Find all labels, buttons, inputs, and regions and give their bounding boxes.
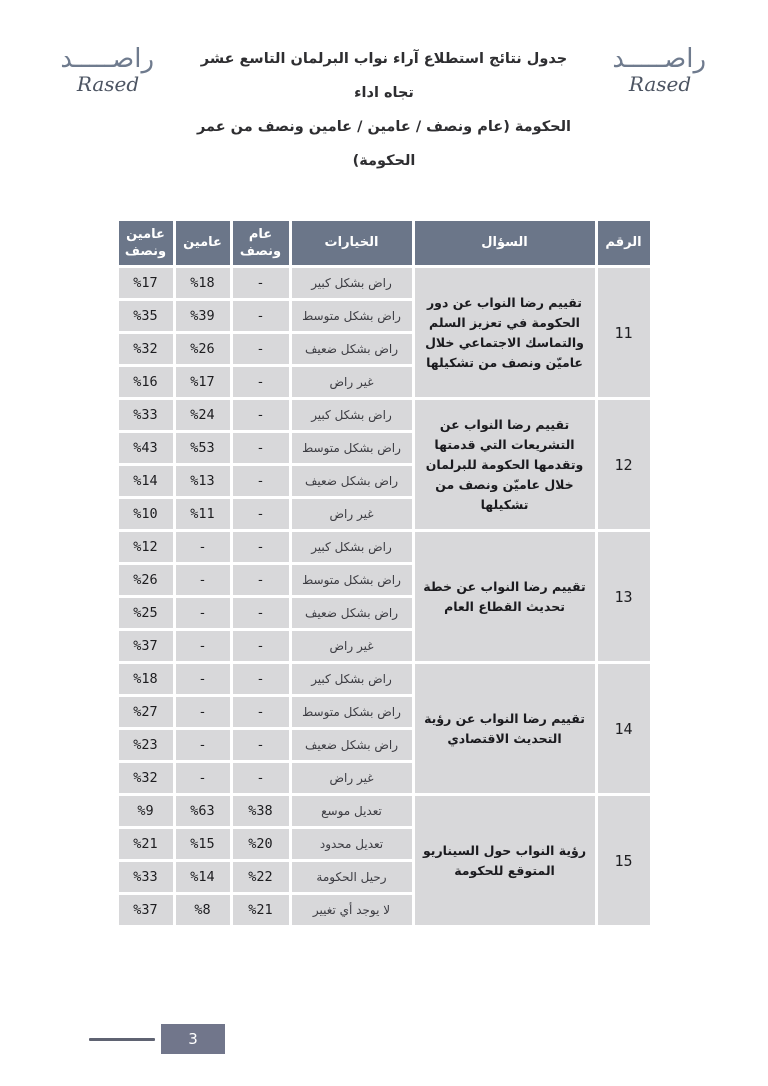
value-2-5y: %43	[119, 433, 173, 463]
value-2y: -	[176, 565, 230, 595]
document-title-line2: الحكومة (عام ونصف / عامين / عامين ونصف من عمر الحكومة)	[196, 119, 572, 170]
value-2y: %17	[176, 367, 230, 397]
question-number: 13	[598, 532, 650, 661]
header-two-years: عامين	[176, 221, 230, 265]
value-2y: %39	[176, 301, 230, 331]
value-2-5y: %37	[119, 631, 173, 661]
brand-arabic-wordmark: راصـــــد	[60, 44, 154, 74]
value-2-5y: %12	[119, 532, 173, 562]
header-one-and-half-years: عام ونصف	[233, 221, 289, 265]
value-1-5y: %38	[233, 796, 289, 826]
value-1-5y: -	[233, 664, 289, 694]
value-1-5y: -	[233, 466, 289, 496]
value-2y: %53	[176, 433, 230, 463]
value-2-5y: %27	[119, 697, 173, 727]
table-row	[119, 400, 650, 430]
question-number: 15	[598, 796, 650, 925]
value-2y: %63	[176, 796, 230, 826]
value-2y: -	[176, 763, 230, 793]
option-label: راض بشكل كبير	[292, 664, 412, 694]
value-2-5y: %33	[119, 862, 173, 892]
value-2y: -	[176, 532, 230, 562]
value-1-5y: -	[233, 433, 289, 463]
value-2-5y: %14	[119, 466, 173, 496]
value-2y: -	[176, 631, 230, 661]
option-label: غير راض	[292, 499, 412, 529]
value-1-5y: -	[233, 598, 289, 628]
value-2-5y: %16	[119, 367, 173, 397]
table-header-row	[119, 221, 650, 265]
value-2-5y: %23	[119, 730, 173, 760]
value-2y: -	[176, 730, 230, 760]
page-number-badge: 3	[161, 1024, 225, 1054]
option-label: تعديل محدود	[292, 829, 412, 859]
document-title-line1: جدول نتائج استطلاع آراء نواب البرلمان التاسع عشر تجاه اداء	[200, 51, 568, 102]
value-2-5y: %17	[119, 268, 173, 298]
value-1-5y: -	[233, 268, 289, 298]
value-1-5y: -	[233, 334, 289, 364]
value-1-5y: -	[233, 730, 289, 760]
question-text: تقييم رضا النواب عن خطة تحديث القطاع العام	[415, 532, 595, 661]
document-title	[184, 42, 584, 178]
option-label: راض بشكل متوسط	[292, 697, 412, 727]
value-2y: %15	[176, 829, 230, 859]
option-label: راض بشكل متوسط	[292, 433, 412, 463]
option-label: تعديل موسع	[292, 796, 412, 826]
option-label: غير راض	[292, 631, 412, 661]
value-2-5y: %10	[119, 499, 173, 529]
value-1-5y: %22	[233, 862, 289, 892]
value-2-5y: %26	[119, 565, 173, 595]
page-header	[0, 0, 768, 178]
value-2y: %18	[176, 268, 230, 298]
brand-latin-wordmark: Rased	[76, 72, 140, 96]
value-1-5y: -	[233, 565, 289, 595]
brand-latin-wordmark: Rased	[628, 72, 692, 96]
value-2-5y: %25	[119, 598, 173, 628]
value-1-5y: %21	[233, 895, 289, 925]
table-row	[119, 532, 650, 562]
value-2-5y: %33	[119, 400, 173, 430]
question-text: تقييم رضا النواب عن رؤية التحديث الاقتصادي	[415, 664, 595, 793]
table-header	[119, 221, 650, 265]
value-2y: -	[176, 598, 230, 628]
value-2y: -	[176, 697, 230, 727]
value-2y: -	[176, 664, 230, 694]
value-1-5y: -	[233, 367, 289, 397]
value-2-5y: %32	[119, 334, 173, 364]
option-label: راض بشكل ضعيف	[292, 598, 412, 628]
option-label: غير راض	[292, 367, 412, 397]
question-number: 11	[598, 268, 650, 397]
header-two-and-half-years: عامين ونصف	[119, 221, 173, 265]
value-2-5y: %18	[119, 664, 173, 694]
value-2y: %13	[176, 466, 230, 496]
value-1-5y: -	[233, 697, 289, 727]
table-row	[119, 664, 650, 694]
footer-rule	[89, 1038, 155, 1041]
value-1-5y: -	[233, 763, 289, 793]
survey-results-table	[116, 218, 653, 928]
value-1-5y: %20	[233, 829, 289, 859]
value-2-5y: %21	[119, 829, 173, 859]
value-1-5y: -	[233, 400, 289, 430]
value-2y: %8	[176, 895, 230, 925]
value-2-5y: %35	[119, 301, 173, 331]
question-text: تقييم رضا النواب عن التشريعات التي قدمتها وتقدمها الحكومة للبرلمان خلال عاميّن ونصف من تشكيلها	[415, 400, 595, 529]
value-1-5y: -	[233, 532, 289, 562]
brand-logo-left	[62, 46, 154, 96]
option-label: راض بشكل ضعيف	[292, 466, 412, 496]
table-row	[119, 796, 650, 826]
value-2y: %14	[176, 862, 230, 892]
brand-logo-right	[614, 46, 706, 96]
option-label: راض بشكل متوسط	[292, 301, 412, 331]
option-label: راض بشكل كبير	[292, 532, 412, 562]
value-1-5y: -	[233, 631, 289, 661]
option-label: راض بشكل كبير	[292, 400, 412, 430]
value-2-5y: %32	[119, 763, 173, 793]
table-row	[119, 268, 650, 298]
value-2y: %11	[176, 499, 230, 529]
option-label: راض بشكل ضعيف	[292, 334, 412, 364]
option-label: لا يوجد أي تغيير	[292, 895, 412, 925]
question-number: 12	[598, 400, 650, 529]
value-1-5y: -	[233, 301, 289, 331]
question-text: رؤية النواب حول السيناريو المتوقع للحكومة	[415, 796, 595, 925]
value-2-5y: %9	[119, 796, 173, 826]
option-label: راض بشكل ضعيف	[292, 730, 412, 760]
value-1-5y: -	[233, 499, 289, 529]
option-label: راض بشكل كبير	[292, 268, 412, 298]
value-2y: %24	[176, 400, 230, 430]
value-2-5y: %37	[119, 895, 173, 925]
header-question: السؤال	[415, 221, 595, 265]
option-label: غير راض	[292, 763, 412, 793]
brand-arabic-wordmark: راصـــــد	[612, 44, 706, 74]
question-number: 14	[598, 664, 650, 793]
header-options: الخيارات	[292, 221, 412, 265]
option-label: راض بشكل متوسط	[292, 565, 412, 595]
option-label: رحيل الحكومة	[292, 862, 412, 892]
header-number: الرقم	[598, 221, 650, 265]
value-2y: %26	[176, 334, 230, 364]
question-text: تقييم رضا النواب عن دور الحكومة في تعزيز السلم والتماسك الاجتماعي خلال عاميّن ونصف من تشكيلها	[415, 268, 595, 397]
